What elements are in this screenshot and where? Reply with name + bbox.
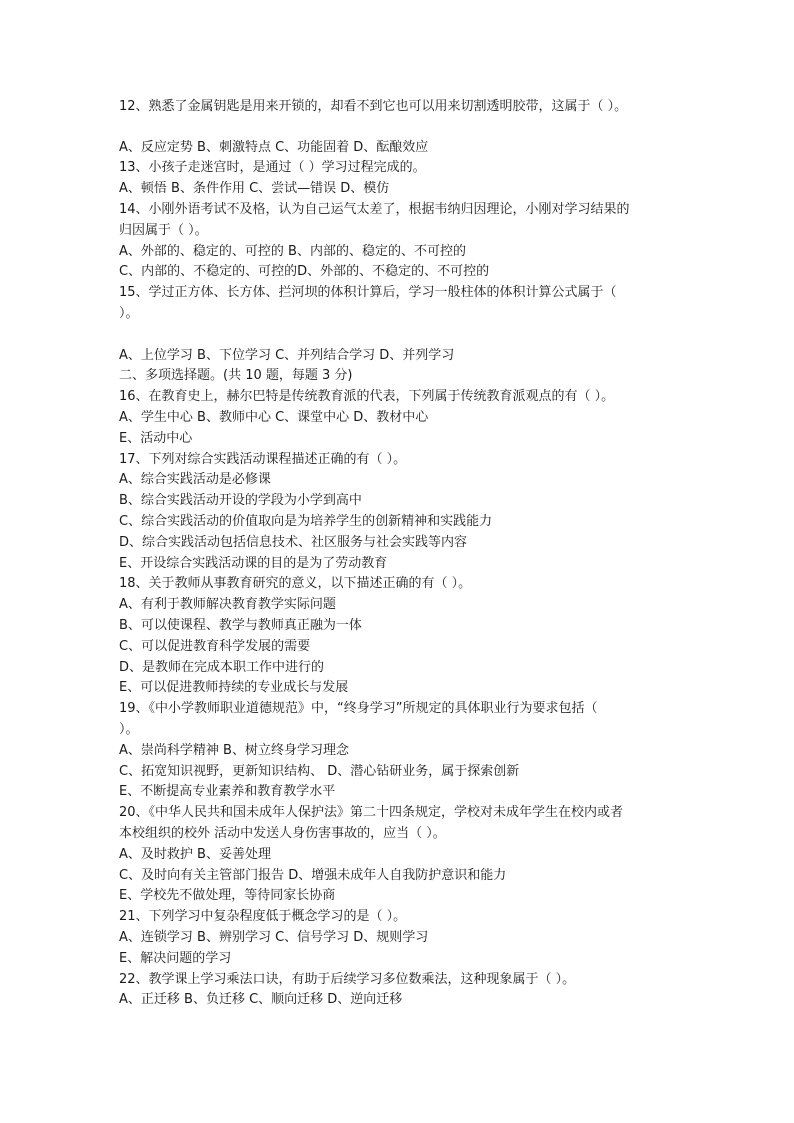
question-17-stem: 17、下列对综合实践活动课程描述正确的有（ ）。 [119,452,407,467]
question-16-stem: 16、在教育史上，赫尔巴特是传统教育派的代表，下列属于传统教育派观点的有（ ）。 [119,389,615,404]
question-17-option-a: A、综合实践活动是必修课 [119,472,271,487]
question-14-options-ab: A、外部的、稳定的、可控的 B、内部的、稳定的、不可控的 [119,244,466,259]
question-12-stem: 12、熟悉了金属钥匙是用来开锁的，却看不到它也可以用来切割透明胶带，这属于（ ）。 [119,99,628,114]
question-13-options: A、顿悟 B、条件作用 C、尝试—错误 D、模仿 [119,181,390,196]
question-18-option-a: A、有利于教师解决教育教学实际问题 [119,597,336,612]
question-16-option-e: E、活动中心 [119,431,193,446]
question-22-stem: 22、教学课上学习乘法口诀，有助于后续学习多位数乘法，这种现象属于（ ）。 [119,972,576,987]
question-12-options: A、反应定势 B、刺激特点 C、功能固着 D、酝酿效应 [119,140,429,155]
question-18-option-d: D、是教师在完成本职工作中进行的 [119,660,325,675]
question-20-stem: 20、《中华人民共和国未成年人保护法》第二十四条规定，学校对未成年学生在校内或者 [119,805,624,820]
question-21-stem: 21、下列学习中复杂程度低于概念学习的是（ ）。 [119,909,407,924]
question-18-option-e: E、可以促进教师持续的专业成长与发展 [119,680,349,695]
question-17-option-e: E、开设综合实践活动课的目的是为了劳动教育 [119,556,388,571]
question-20-stem-cont: 本校组织的校外 活动中发送人身伤害事故的，应当（ ）。 [119,826,446,841]
question-20-option-e: E、学校先不做处理，等待同家长协商 [119,888,336,903]
question-17-option-c: C、综合实践活动的价值取向是为培养学生的创新精神和实践能力 [119,514,493,529]
question-19-options-cd: C、拓宽知识视野，更新知识结构、 D、潜心钻研业务，属于探索创新 [119,764,520,779]
question-22-options: A、正迁移 B、负迁移 C、顺向迁移 D、逆向迁移 [119,992,403,1007]
question-18-stem: 18、关于教师从事教育研究的意义，以下描述正确的有（ ）。 [119,576,472,591]
question-15-stem-cont: ）。 [119,306,139,321]
question-17-option-d: D、综合实践活动包括信息技术、社区服务与社会实践等内容 [119,535,468,550]
question-19-option-e: E、不断提高专业素养和教育教学水平 [119,784,336,799]
question-21-option-e: E、解决问题的学习 [119,951,232,966]
question-14-options-cd: C、内部的、不稳定的、可控的D、外部的、不稳定的、不可控的 [119,264,490,279]
question-17-option-b: B、综合实践活动开设的学段为小学到高中 [119,493,362,508]
question-19-stem: 19、《中小学教师职业道德规范》中，“终身学习”所规定的具体职业行为要求包括（ [119,701,598,716]
question-15-options: A、上位学习 B、下位学习 C、并列结合学习 D、并列学习 [119,348,455,363]
question-16-options: A、学生中心 B、教师中心 C、课堂中心 D、教材中心 [119,410,429,425]
question-20-options-cd: C、及时向有关主管部门报告 D、增强未成年人自我防护意识和能力 [119,868,507,883]
question-18-option-b: B、可以使课程、教学与教师真正融为一体 [119,618,362,633]
question-20-options-ab: A、及时救护 B、妥善处理 [119,847,271,862]
section-heading-multiple-choice: 二、多项选择题。(共 10 题，每题 3 分) [119,368,353,383]
question-18-option-c: C、可以促进教育科学发展的需要 [119,639,311,654]
question-19-stem-cont: ）。 [119,722,139,737]
question-15-stem: 15、学过正方体、长方体、拦河坝的体积计算后，学习一般柱体的体积计算公式属于（ [119,285,617,300]
question-21-options: A、连锁学习 B、辨别学习 C、信号学习 D、规则学习 [119,930,429,945]
question-14-stem-cont: 归因属于（ ）。 [119,223,208,238]
question-14-stem: 14、小刚外语考试不及格，认为自己运气太差了，根据韦纳归因理论，小刚对学习结果的 [119,202,630,217]
question-19-options-ab: A、崇尚科学精神 B、树立终身学习理念 [119,743,349,758]
question-13-stem: 13、小孩子走迷宫时，是通过（ ）学习过程完成的。 [119,160,426,175]
